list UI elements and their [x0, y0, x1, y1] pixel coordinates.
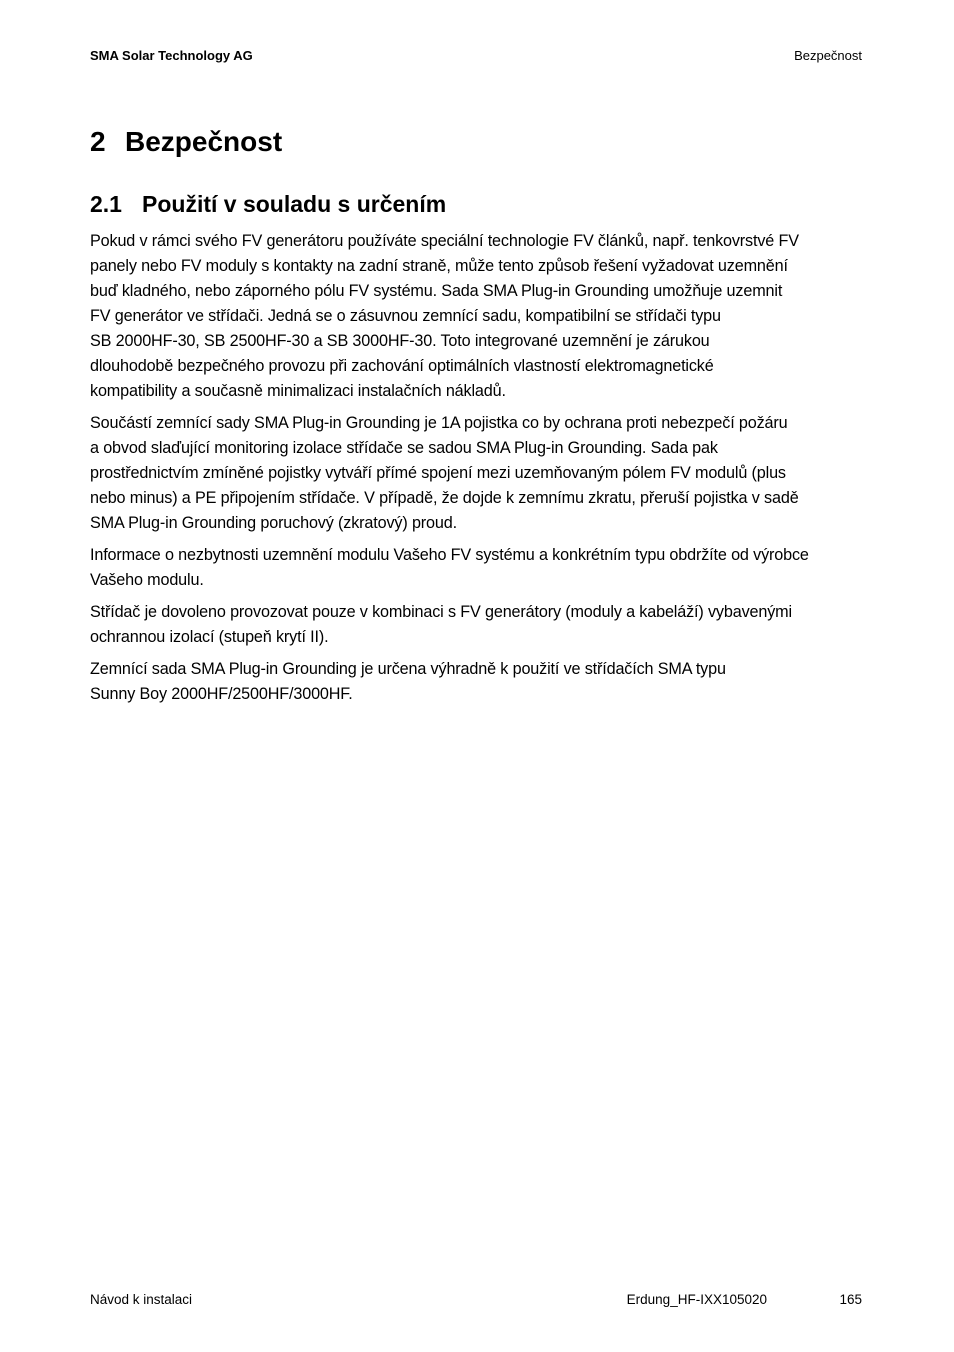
- section-title: [90, 188, 446, 220]
- text-line: prostřednictvím zmíněné pojistky vytváří přímé spojení mezi uzemňovaným pólem FV modulů (plus: [90, 464, 786, 482]
- text-line: panely nebo FV moduly s kontakty na zadní straně, může tento způsob řešení vyžadovat uzemnění: [90, 257, 788, 275]
- footer-doc-id: Erdung_HF-IXX105020: [626, 1292, 767, 1307]
- text-line: Zemnící sada SMA Plug-in Grounding je určena výhradně k použití ve střídačích SMA typu: [90, 660, 726, 678]
- text-line: Střídač je dovoleno provozovat pouze v kombinaci s FV generátory (moduly a kabeláží) vybavenými: [90, 603, 792, 621]
- text-line: Pokud v rámci svého FV generátoru používáte speciální technologie FV článků, např. tenkovrstvé FV: [90, 232, 799, 250]
- paragraph-purpose: [90, 229, 862, 404]
- text-line: dlouhodobě bezpečného provozu při zachování optimálních vlastností elektromagnetické: [90, 357, 714, 375]
- text-line: a obvod slaďující monitoring izolace střídače se sadou SMA Plug-in Grounding. Sada pak: [90, 439, 718, 457]
- chapter-title: [90, 122, 282, 162]
- text-line: SB 2000HF-30, SB 2500HF-30 a SB 3000HF-30. Toto integrované uzemnění je zárukou: [90, 332, 710, 350]
- text-line: ochrannou izolací (stupeň krytí II).: [90, 628, 329, 646]
- page-header: [90, 48, 862, 68]
- paragraph-operation: [90, 600, 862, 650]
- paragraph-compatibility: [90, 657, 862, 707]
- body-content: [90, 229, 862, 714]
- section-title-text: Použití v souladu s určením: [142, 191, 447, 217]
- text-line: nebo minus) a PE připojením střídače. V případě, že dojde k zemnímu zkratu, přeruší pojistka v sadě: [90, 489, 799, 507]
- header-company: SMA Solar Technology AG: [90, 48, 253, 63]
- text-line: Vašeho modulu.: [90, 571, 204, 589]
- text-line: Informace o nezbytnosti uzemnění modulu Vašeho FV systému a konkrétním typu obdržíte od výrobce: [90, 546, 809, 564]
- chapter-number: 2: [90, 126, 106, 157]
- text-line: buď kladného, nebo záporného pólu FV systému. Sada SMA Plug-in Grounding umožňuje uzemnit: [90, 282, 783, 300]
- paragraph-information: [90, 543, 862, 593]
- paragraph-components: [90, 411, 862, 536]
- text-line: FV generátor ve střídači. Jedná se o zásuvnou zemnící sadu, kompatibilní se střídači typu: [90, 307, 721, 325]
- text-line: Součástí zemnící sady SMA Plug-in Grounding je 1A pojistka co by ochrana proti nebezpečí požáru: [90, 414, 788, 432]
- chapter-title-text: Bezpečnost: [125, 126, 283, 157]
- footer-doc-type: Návod k instalaci: [90, 1292, 193, 1307]
- section-number: 2.1: [90, 191, 122, 217]
- footer-page-number: 165: [839, 1292, 862, 1307]
- text-line: kompatibility a současně minimalizaci instalačních nákladů.: [90, 382, 506, 400]
- text-line: SMA Plug-in Grounding poruchový (zkratový) proud.: [90, 514, 457, 532]
- page-footer: [90, 1292, 862, 1312]
- header-chapter: Bezpečnost: [794, 48, 862, 63]
- text-line: Sunny Boy 2000HF/2500HF/3000HF.: [90, 685, 353, 703]
